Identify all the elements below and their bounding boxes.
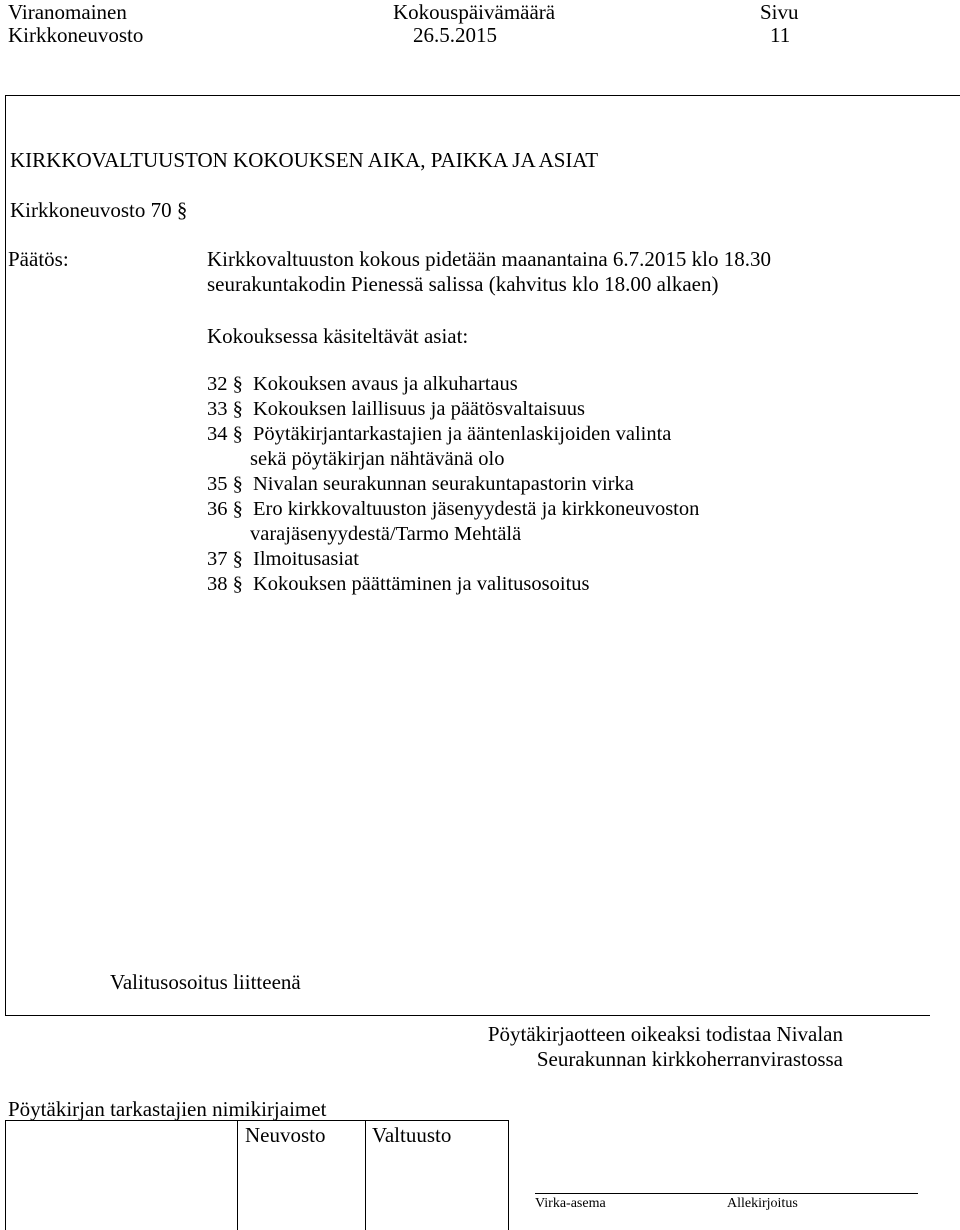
agenda-item-number: 35 § — [207, 473, 243, 495]
agenda-item-text: Ero kirkkovaltuuston jäsenyydestä ja kirkkoneuvoston — [253, 498, 700, 520]
meeting-date-value: 26.5.2015 — [413, 23, 497, 47]
signature-label: Allekirjoitus — [727, 1196, 798, 1211]
agenda-item-number: 33 § — [207, 398, 243, 420]
decision-label: Päätös: — [8, 247, 69, 271]
section-title: KIRKKOVALTUUSTON KOKOUKSEN AIKA, PAIKKA JA ASIAT — [10, 148, 599, 172]
initials-column-council: Neuvosto — [245, 1123, 326, 1147]
signature-line — [535, 1193, 918, 1194]
agenda-item-text: Kokouksen päättäminen ja valitusosoitus — [253, 573, 590, 595]
agenda-item-number: 37 § — [207, 548, 243, 570]
certification-line: Pöytäkirjaotteen oikeaksi todistaa Nivalan — [487, 1022, 843, 1046]
agenda-item-text: Nivalan seurakunnan seurakuntapastorin virka — [253, 473, 634, 495]
appendix-note: Valitusosoitus liitteenä — [110, 970, 301, 994]
meeting-date-label: Kokouspäivämäärä — [393, 0, 556, 24]
certification-line: Seurakunnan kirkkoherranvirastossa — [536, 1047, 843, 1071]
initials-column-assembly: Valtuusto — [372, 1123, 452, 1147]
content-box-left-border — [5, 95, 6, 1015]
agenda-item-number: 32 § — [207, 373, 243, 395]
decision-text-line: seurakuntakodin Pienessä salissa (kahvitus klo 18.00 alkaen) — [207, 272, 719, 296]
agenda-intro: Kokouksessa käsiteltävät asiat: — [207, 324, 469, 348]
initials-table-left-border — [5, 1120, 6, 1230]
content-box-top-border — [5, 95, 960, 96]
agenda-item-text: Pöytäkirjantarkastajien ja ääntenlaskijoiden valinta — [253, 423, 672, 445]
agenda-item-text: Kokouksen laillisuus ja päätösvaltaisuus — [253, 398, 585, 420]
initials-label: Pöytäkirjan tarkastajien nimikirjaimet — [8, 1097, 327, 1121]
content-box-bottom-border — [5, 1015, 930, 1016]
initials-table-right-border — [508, 1120, 509, 1230]
decision-text-line: Kirkkovaltuuston kokous pidetään maanantaina 6.7.2015 klo 18.30 — [207, 247, 771, 271]
initials-table-divider — [365, 1120, 366, 1230]
agenda-item-text: Kokouksen avaus ja alkuhartaus — [253, 373, 518, 395]
agenda-item-text-continuation: varajäsenyydestä/Tarmo Mehtälä — [250, 523, 522, 545]
agenda-item-text-continuation: sekä pöytäkirjan nähtävänä olo — [250, 448, 505, 470]
authority-value: Kirkkoneuvosto — [8, 23, 144, 47]
page-number: 11 — [770, 23, 791, 47]
agenda-item-number: 38 § — [207, 573, 243, 595]
page-label: Sivu — [760, 0, 799, 24]
authority-label: Viranomainen — [8, 0, 127, 24]
section-reference: Kirkkoneuvosto 70 § — [10, 198, 188, 222]
initials-table-divider — [237, 1120, 238, 1230]
agenda-item-number: 36 § — [207, 498, 243, 520]
agenda-item-number: 34 § — [207, 423, 243, 445]
initials-table-top-border — [5, 1120, 508, 1121]
position-label: Virka-asema — [535, 1196, 606, 1211]
agenda-item-text: Ilmoitusasiat — [253, 548, 359, 570]
